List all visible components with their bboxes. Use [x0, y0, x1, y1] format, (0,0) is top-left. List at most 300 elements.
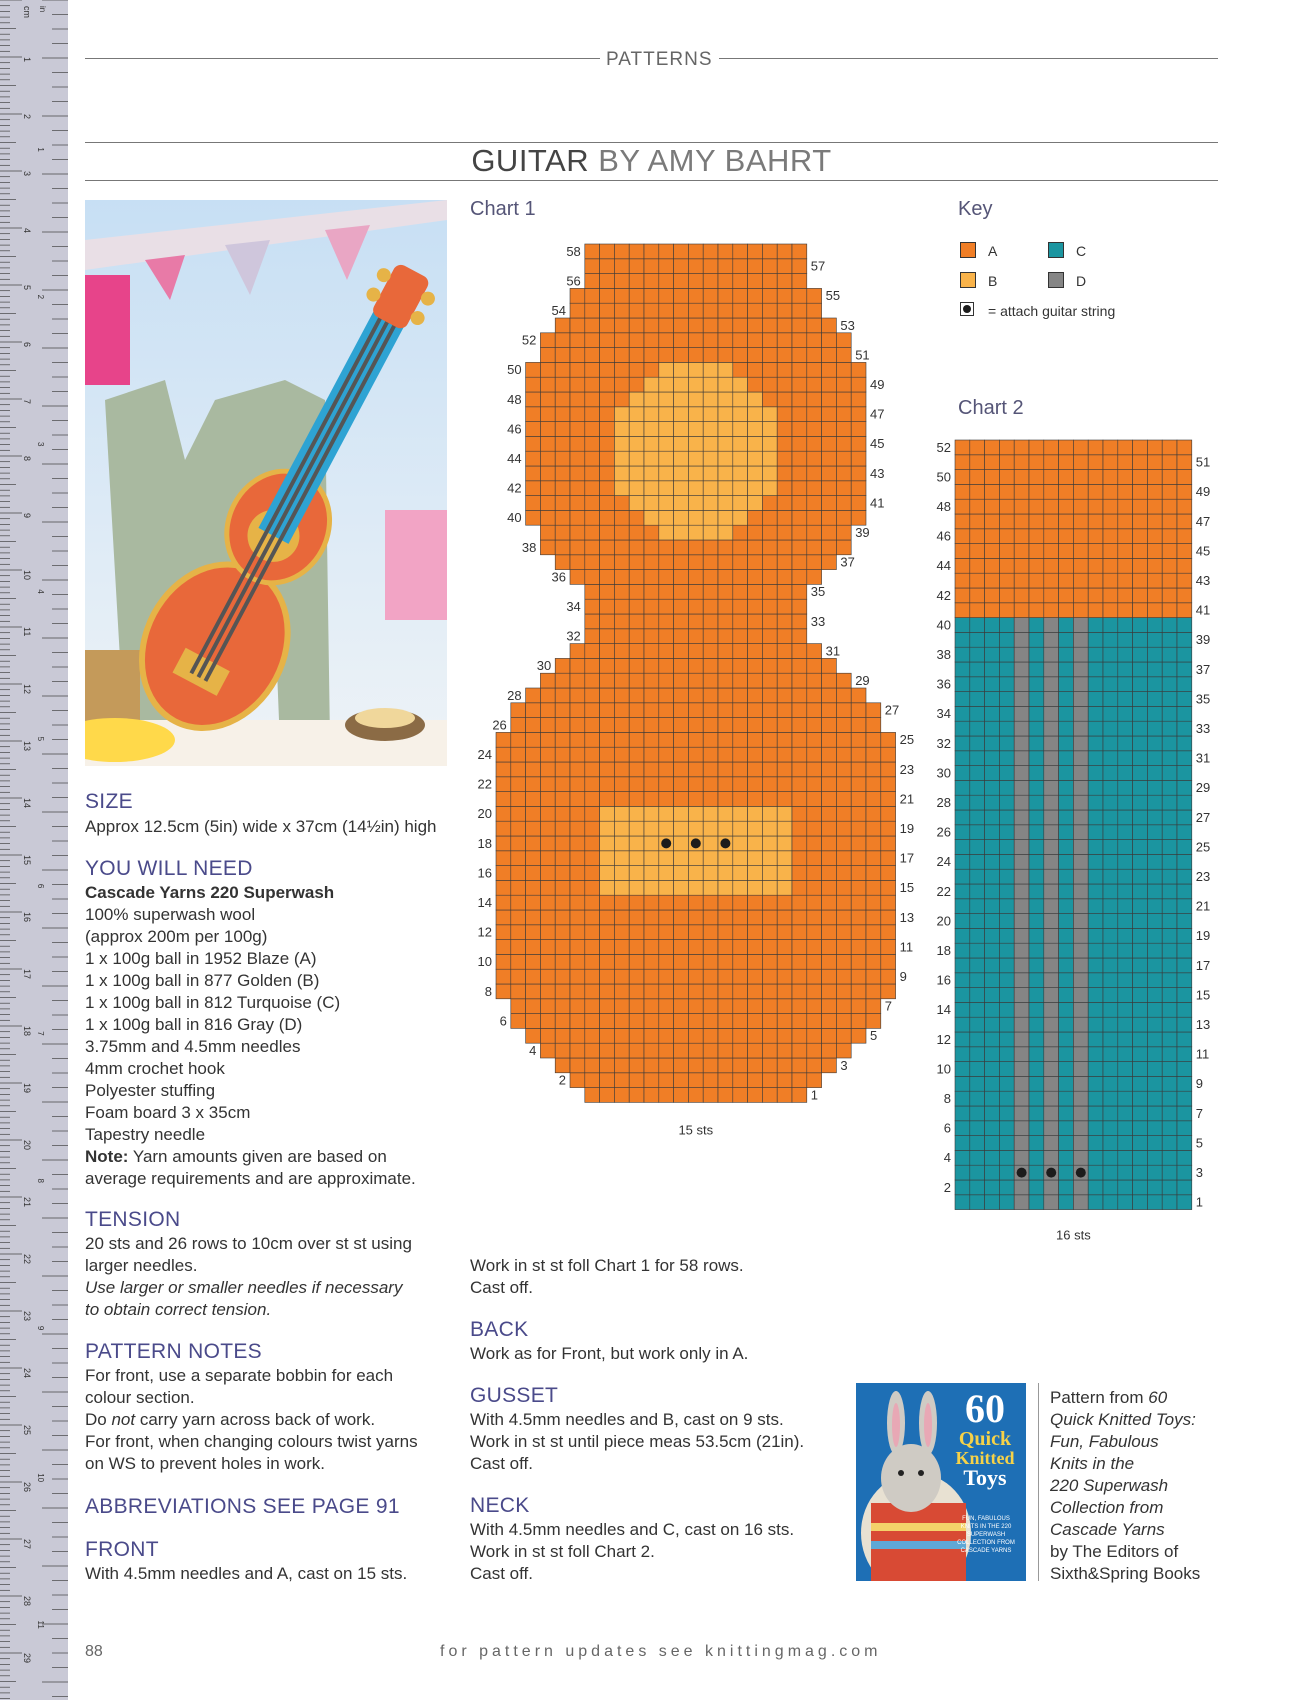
chart1-stitch — [777, 910, 792, 925]
chart1-stitch — [674, 525, 689, 540]
chart1-stitch — [674, 481, 689, 496]
chart1-stitch — [762, 510, 777, 525]
chart1-stitch — [807, 436, 822, 451]
chart1-stitch — [822, 318, 837, 333]
chart1-stitch — [807, 792, 822, 807]
back-heading: BACK — [470, 1318, 529, 1341]
chart1-stitch — [792, 599, 807, 614]
neck-line: Work in st st foll Chart 2. — [470, 1542, 655, 1561]
chart1-stitch — [614, 806, 629, 821]
chart2-stitch — [985, 470, 1000, 485]
chart2-row-number: 34 — [936, 706, 951, 722]
chart1-stitch — [733, 673, 748, 688]
chart2-stitch — [1133, 943, 1148, 958]
chart1-stitch — [748, 866, 763, 881]
chart1-stitch — [526, 1028, 541, 1043]
chart1-stitch — [762, 525, 777, 540]
chart1-stitch — [703, 777, 718, 792]
chart1-stitch — [733, 718, 748, 733]
chart2-stitch — [1088, 958, 1103, 973]
chart1-stitch — [600, 910, 615, 925]
chart2-stitch — [955, 662, 970, 677]
ruler-cm-number: 7 — [22, 399, 32, 405]
credit-line: 220 Superwash — [1050, 1476, 1169, 1495]
chart2-stitch — [955, 1002, 970, 1017]
chart1-stitch — [526, 851, 541, 866]
chart1-stitch — [644, 673, 659, 688]
chart1-stitch — [659, 777, 674, 792]
chart2-stitch — [1014, 810, 1029, 825]
chart1-stitch — [703, 407, 718, 422]
chart2-stitch — [1118, 1017, 1133, 1032]
chart1-stitch — [881, 969, 896, 984]
chart2-stitch — [999, 914, 1014, 929]
chart1-stitch — [555, 880, 570, 895]
chart1-stitch — [748, 614, 763, 629]
chart1-stitch — [777, 969, 792, 984]
chart1-stitch — [570, 836, 585, 851]
chart2-stitch — [1118, 632, 1133, 647]
chart2-stitch — [999, 618, 1014, 633]
chart2-stitch — [999, 854, 1014, 869]
chart1-stitch — [881, 747, 896, 762]
chart1-stitch — [822, 348, 837, 363]
chart2-stitch — [1014, 869, 1029, 884]
chart1-stitch — [703, 792, 718, 807]
chart2-stitch — [955, 899, 970, 914]
chart1-stitch — [659, 274, 674, 289]
chart1-stitch — [644, 525, 659, 540]
chart1-stitch — [792, 658, 807, 673]
chart2-stitch — [1059, 973, 1074, 988]
chart2-stitch — [1162, 662, 1177, 677]
chart2-stitch — [1118, 677, 1133, 692]
chart1-stitch — [644, 288, 659, 303]
chart1-stitch — [822, 984, 837, 999]
chart1-stitch — [688, 525, 703, 540]
chart1-stitch — [600, 851, 615, 866]
chart1-stitch — [629, 496, 644, 511]
chart1-stitch — [585, 422, 600, 437]
chart2-stitch — [1103, 706, 1118, 721]
chart1-stitch — [570, 644, 585, 659]
chart1-stitch — [496, 792, 511, 807]
chart2-stitch — [1044, 484, 1059, 499]
chart1-stitch — [688, 895, 703, 910]
chart2-stitch — [1014, 440, 1029, 455]
chart2-stitch — [1088, 988, 1103, 1003]
chart2-stitch — [1044, 928, 1059, 943]
chart1-stitch — [822, 407, 837, 422]
chart1-stitch — [777, 747, 792, 762]
chart2-stitch — [1029, 884, 1044, 899]
chart2-stitch — [1118, 692, 1133, 707]
chart2-stitch — [955, 869, 970, 884]
chart1-stitch — [866, 1014, 881, 1029]
chart1-stitch — [629, 703, 644, 718]
chart1-stitch — [629, 614, 644, 629]
chart2-stitch — [1073, 854, 1088, 869]
chart2-stitch — [1177, 529, 1192, 544]
chart1-stitch — [851, 777, 866, 792]
chart1-stitch — [688, 584, 703, 599]
chart1-stitch — [629, 1014, 644, 1029]
chart2-stitch — [1147, 736, 1162, 751]
chart1-stitch — [836, 703, 851, 718]
chart2-stitch — [1073, 1195, 1088, 1210]
chart2-stitch — [1147, 854, 1162, 869]
chart2-stitch — [1029, 529, 1044, 544]
chart1-stitch — [526, 954, 541, 969]
chart2-stitch — [1103, 928, 1118, 943]
chart2-stitch — [1088, 751, 1103, 766]
chart1-stitch — [600, 718, 615, 733]
chart2-stitch — [1044, 455, 1059, 470]
chart1-stitch — [555, 910, 570, 925]
chart2-stitch — [1162, 484, 1177, 499]
chart2-stitch — [1177, 573, 1192, 588]
chart1-stitch — [733, 555, 748, 570]
chart2-stitch — [1177, 1032, 1192, 1047]
chart1-stitch — [585, 658, 600, 673]
chart1-stitch — [585, 451, 600, 466]
ruler-cm-number: 14 — [22, 798, 32, 809]
chart1-stitch — [748, 658, 763, 673]
chart1-stitch — [540, 466, 555, 481]
chart1-stitch — [866, 792, 881, 807]
chart2-stitch — [985, 647, 1000, 662]
chart1-stitch — [822, 688, 837, 703]
chart1-stitch — [555, 1014, 570, 1029]
chart2-stitch — [985, 736, 1000, 751]
chart1-stitch — [762, 481, 777, 496]
chart1-stitch — [511, 999, 526, 1014]
chart2-stitch — [955, 1165, 970, 1180]
page-ruler — [0, 0, 68, 1700]
tension-text — [85, 1233, 455, 1321]
chart2-stitch — [985, 677, 1000, 692]
chart2-row-number: 28 — [936, 795, 951, 810]
chart1-stitch — [585, 392, 600, 407]
ruler-cm-number: 29 — [22, 1653, 32, 1664]
chart2-row-number: 38 — [936, 647, 951, 662]
chart2-stitch — [985, 558, 1000, 573]
chart1-stitch — [511, 777, 526, 792]
chart2-stitch — [985, 1150, 1000, 1165]
chart2-stitch — [955, 706, 970, 721]
chart2-stitch — [1029, 706, 1044, 721]
chart1-stitch — [540, 792, 555, 807]
chart1-stitch — [762, 969, 777, 984]
chart2-stitch — [985, 1165, 1000, 1180]
chart2-stitch — [1118, 544, 1133, 559]
chart2-stitch — [1044, 588, 1059, 603]
chart1-stitch — [674, 851, 689, 866]
chart2-stitch — [1162, 1150, 1177, 1165]
chart1-stitch — [644, 422, 659, 437]
chart2-stitch — [1073, 914, 1088, 929]
chart1-row-number: 42 — [507, 480, 522, 496]
chart1-stitch — [777, 851, 792, 866]
chart2-stitch — [1177, 662, 1192, 677]
chart2-row-number: 15 — [1195, 987, 1211, 1003]
chart1-stitch — [570, 570, 585, 585]
chart1-stitch — [674, 629, 689, 644]
chart1-stitch — [762, 570, 777, 585]
chart1-stitch — [600, 836, 615, 851]
chart1-stitch — [644, 658, 659, 673]
chart1-stitch — [822, 1058, 837, 1073]
chart1-stitch — [703, 747, 718, 762]
chart2-stitch — [970, 1062, 985, 1077]
chart1-stitch — [540, 777, 555, 792]
chart2-row-number: 43 — [1195, 573, 1211, 588]
chart2-stitch — [1029, 1195, 1044, 1210]
chart2-stitch — [1059, 1150, 1074, 1165]
chart1-stitch — [792, 792, 807, 807]
chart1-stitch — [555, 851, 570, 866]
chart1-stitch — [540, 806, 555, 821]
chart1-stitch — [614, 969, 629, 984]
ruler-in-number: 8 — [36, 1178, 45, 1184]
chart1-stitch — [836, 777, 851, 792]
chart1-stitch — [570, 762, 585, 777]
chart2-stitch — [1059, 914, 1074, 929]
chart1-stitch — [526, 969, 541, 984]
chart2-stitch — [955, 499, 970, 514]
chart1-stitch — [748, 392, 763, 407]
chart2-stitch — [1177, 558, 1192, 573]
chart1-stitch — [748, 1028, 763, 1043]
chart2-stitch — [1073, 484, 1088, 499]
chart1-stitch — [762, 880, 777, 895]
chart2-stitch — [955, 1150, 970, 1165]
chart2-stitch — [1133, 780, 1148, 795]
chart2-stitch — [1014, 973, 1029, 988]
chart2-stitch — [1162, 928, 1177, 943]
chart1-stitch — [614, 614, 629, 629]
chart1-stitch — [614, 362, 629, 377]
chart1-stitch — [718, 525, 733, 540]
chart2-stitch — [1118, 573, 1133, 588]
chart2-stitch — [970, 484, 985, 499]
chart1-stitch — [614, 451, 629, 466]
chart1-stitch — [600, 570, 615, 585]
chart1-stitch — [674, 999, 689, 1014]
chart1-stitch — [792, 377, 807, 392]
chart1-stitch — [600, 1058, 615, 1073]
chart1-stitch — [748, 777, 763, 792]
chart2-stitch — [955, 588, 970, 603]
chart1-stitch — [555, 792, 570, 807]
chart1-stitch — [629, 732, 644, 747]
chart1-stitch — [748, 318, 763, 333]
chart1-stitch — [585, 348, 600, 363]
chart2-stitch — [1044, 573, 1059, 588]
chart2-stitch — [1118, 899, 1133, 914]
chart2-stitch — [1103, 721, 1118, 736]
chart1-stitch — [748, 288, 763, 303]
chart2-stitch — [1177, 647, 1192, 662]
chart2-stitch — [1029, 573, 1044, 588]
chart2-stitch — [1044, 558, 1059, 573]
chart1-stitch — [718, 984, 733, 999]
chart1-stitch — [762, 925, 777, 940]
chart1-stitch — [822, 732, 837, 747]
chart1-stitch — [703, 999, 718, 1014]
chart1-stitch — [807, 644, 822, 659]
chart2-stitch — [1162, 914, 1177, 929]
chart2-stitch — [985, 573, 1000, 588]
chart1-stitch — [777, 510, 792, 525]
chart1-row-number: 11 — [899, 939, 914, 955]
chart1-stitch — [688, 880, 703, 895]
chart1-stitch — [555, 481, 570, 496]
chart2-stitch — [1133, 440, 1148, 455]
chart1-stitch — [659, 925, 674, 940]
chart2-stitch — [970, 514, 985, 529]
chart1-stitch — [585, 466, 600, 481]
chart1-stitch — [792, 895, 807, 910]
chart1-stitch — [659, 377, 674, 392]
chart1-stitch — [585, 540, 600, 555]
chart1-stitch — [614, 673, 629, 688]
chart2-stitch — [1088, 928, 1103, 943]
chart2-stitch — [1118, 884, 1133, 899]
chart2-row-number: 10 — [936, 1061, 951, 1077]
ruler-cm-number: 17 — [22, 969, 32, 980]
chart1-stitch — [881, 777, 896, 792]
notes-text — [85, 1365, 455, 1475]
chart2-stitch — [1147, 677, 1162, 692]
chart1-stitch — [526, 436, 541, 451]
chart2-stitch — [1103, 1047, 1118, 1062]
chart1-stitch — [555, 984, 570, 999]
chart1-stitch — [807, 851, 822, 866]
chart1-stitch — [718, 925, 733, 940]
chart1-row-number: 45 — [870, 436, 885, 452]
chart2-stitch — [1177, 470, 1192, 485]
chart2-stitch — [999, 736, 1014, 751]
notes-line: For front, use a separate bobbin for each — [85, 1366, 394, 1385]
chart2-stitch — [1014, 706, 1029, 721]
chart1-stitch — [600, 333, 615, 348]
chart1-stitch — [526, 377, 541, 392]
chart1-stitch — [836, 466, 851, 481]
chart2-stitch — [1162, 854, 1177, 869]
chart1-stitch — [526, 806, 541, 821]
chart1-stitch — [836, 673, 851, 688]
chart1-stitch — [629, 510, 644, 525]
chart2-row-number: 24 — [936, 854, 951, 870]
chart1-stitch — [777, 614, 792, 629]
chart1-stitch — [733, 540, 748, 555]
chart1-stitch — [688, 244, 703, 259]
chart2-stitch — [1014, 529, 1029, 544]
chart2-stitch — [955, 514, 970, 529]
chart1-stitch — [718, 318, 733, 333]
chart1-row-number: 35 — [810, 584, 826, 600]
chart1-stitch — [866, 777, 881, 792]
chart1-stitch — [718, 510, 733, 525]
chart1-stitch — [851, 925, 866, 940]
chart2-stitch — [1014, 899, 1029, 914]
chart2-stitch — [1177, 1150, 1192, 1165]
chart2-stitch — [999, 988, 1014, 1003]
chart1-stitch — [659, 1043, 674, 1058]
chart2-stitch — [1029, 1017, 1044, 1032]
chart1-stitch — [792, 969, 807, 984]
chart1-stitch — [762, 555, 777, 570]
chart1-stitch — [614, 629, 629, 644]
chart1-stitch — [585, 525, 600, 540]
chart2-row-number: 12 — [936, 1031, 951, 1047]
chart1-stitch — [644, 954, 659, 969]
chart2-stitch — [1014, 825, 1029, 840]
chart1-stitch — [644, 1073, 659, 1088]
chart2-stitch — [1059, 884, 1074, 899]
chart2-stitch — [1118, 618, 1133, 633]
chart2-stitch — [970, 1165, 985, 1180]
chart1-stitch — [644, 333, 659, 348]
chart1-stitch — [688, 703, 703, 718]
chart1-stitch — [733, 274, 748, 289]
chart1-stitch — [688, 555, 703, 570]
chart1-stitch — [733, 629, 748, 644]
chart2-stitch — [1162, 721, 1177, 736]
chart1-stitch — [807, 451, 822, 466]
chart1-stitch — [792, 866, 807, 881]
key-title: Key — [958, 198, 993, 220]
need-line: 1 x 100g ball in 812 Turquoise (C) — [85, 993, 341, 1012]
chart1-stitch — [807, 673, 822, 688]
footer-url-text: for pattern updates see knittingmag.com — [440, 1643, 882, 1660]
chart2-stitch — [1014, 573, 1029, 588]
chart1-stitch — [792, 747, 807, 762]
chart2-stitch — [999, 928, 1014, 943]
chart1-stitch — [807, 895, 822, 910]
chart2-stitch — [1044, 795, 1059, 810]
chart1-stitch — [807, 496, 822, 511]
chart1-stitch — [733, 244, 748, 259]
ruler-cm-number: 22 — [22, 1254, 32, 1265]
chart2-stitch — [1162, 618, 1177, 633]
chart2-stitch — [1029, 795, 1044, 810]
chart2-stitch — [1118, 440, 1133, 455]
credit-line: Fun, Fabulous — [1050, 1432, 1159, 1451]
chart1-stitch — [629, 747, 644, 762]
chart2-stitch — [1044, 662, 1059, 677]
chart1-stitch — [792, 259, 807, 274]
chart2-stitch — [1059, 1165, 1074, 1180]
chart2-stitch — [1088, 780, 1103, 795]
chart2-stitch — [985, 840, 1000, 855]
chart1-stitch — [688, 792, 703, 807]
chart1-stitch — [674, 718, 689, 733]
chart1-stitch — [688, 629, 703, 644]
chart1-stitch — [733, 644, 748, 659]
chart2-stitch — [1044, 1062, 1059, 1077]
chart1-stitch — [762, 436, 777, 451]
chart2-row-number: 39 — [1195, 632, 1211, 648]
chart1-stitch — [570, 496, 585, 511]
chart2-stitch — [985, 1047, 1000, 1062]
chart1-stitch — [614, 866, 629, 881]
chart1-stitch — [703, 481, 718, 496]
chart2-stitch — [1029, 840, 1044, 855]
chart1-stitch — [644, 703, 659, 718]
chart2-row-number: 1 — [1195, 1194, 1204, 1210]
